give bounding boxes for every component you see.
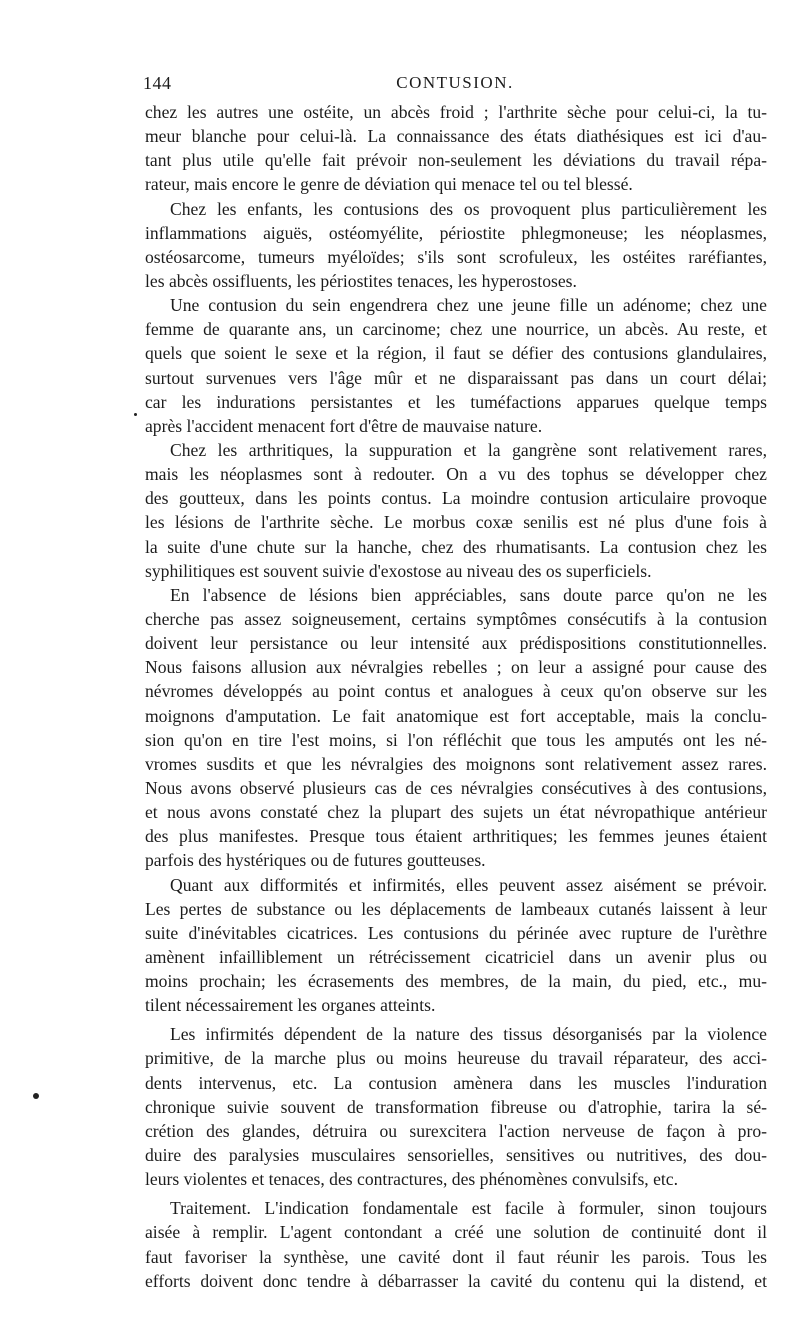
page-number: 144 [143,73,172,93]
text-line: Les infirmités dépendent de la nature des tissus désorganisés par la violence [170,1024,767,1045]
text-line: mais les néoplasmes sont à redouter. On a vu des tophus se développer chez [145,464,767,485]
text-line: ostéosarcome, tumeurs myéloïdes; s'ils sont scrofuleux, les ostéites raréfiantes, [145,246,767,267]
text-line: doivent leur persistance ou leur intensité aux prédispositions constitutionnelles. [145,633,767,654]
text-line: dents intervenus, etc. La contusion amènera dans les muscles l'induration [145,1072,767,1093]
text-line: primitive, de la marche plus ou moins heureuse du travail réparateur, des acci- [145,1048,767,1069]
text-line: vromes susdits et que les névralgies des moignons sont relativement assez rares. [145,753,767,774]
text-line: cherche pas assez soigneusement, certains symptômes consécutifs à la contusion [145,608,767,629]
text-line: quels que soient le sexe et la région, il faut se défier des contusions glandulaires, [145,343,767,364]
text-line: car les indurations persistantes et les tuméfactions apparues quelque temps [145,391,767,412]
margin-mark [33,1093,39,1099]
margin-mark [134,413,137,416]
text-line: Chez les arthritiques, la suppuration et la gangrène sont relativement rares, [170,439,767,460]
text-line: Nous avons observé plusieurs cas de ces névralgies consécutives à des contusions, [145,777,767,798]
text-line: parfois des hystériques ou de futures goutteuses. [145,850,486,871]
running-title: CONTUSION. [396,73,514,92]
text-line: des plus manifestes. Presque tous étaient arthritiques; les femmes jeunes étaient [145,826,767,847]
text-line: efforts doivent donc tendre à débarrasser la cavité du contenu qui la distend, et [145,1270,767,1291]
text-line: tilent nécessairement les organes atteints. [145,995,436,1016]
text-line: moins prochain; les écrasements des membres, de la main, du pied, etc., mu- [145,971,767,992]
text-line: Les pertes de substance ou les déplacements de lambeaux cutanés laissent à leur [145,898,767,919]
text-line: et nous avons constaté chez la plupart des sujets un état névropathique antérieur [145,802,767,823]
text-line: suite d'inévitables cicatrices. Les contusions du périnée avec rupture de l'urèthre [145,922,767,943]
text-line: la suite d'une chute sur la hanche, chez des rhumatisants. La contusion chez les [145,536,767,557]
text-line: Chez les enfants, les contusions des os provoquent plus particulièrement les [170,198,767,219]
text-line: Quant aux difformités et infirmités, elles peuvent assez aisément se prévoir. [170,874,767,895]
text-line: moignons d'amputation. Le fait anatomique est fort acceptable, mais la conclu- [145,705,767,726]
text-line: faut favoriser la synthèse, une cavité dont il faut réunir les parois. Tous les [145,1246,767,1267]
text-line: surtout survenues vers l'âge mûr et ne disparaissant pas dans un court délai; [145,367,767,388]
text-line: après l'accident menacent fort d'être de mauvaise nature. [145,415,543,436]
body-text [145,100,767,1293]
text-line: Nous faisons allusion aux névralgies rebelles ; on leur a assigné pour cause des [145,657,767,678]
text-line: sion qu'on en tire l'est moins, si l'on réfléchit que tous les amputés ont les né- [145,729,767,750]
text-line: aisée à remplir. L'agent contondant a créé une solution de continuité dont il [145,1222,767,1243]
text-line: En l'absence de lésions bien appréciables, sans doute parce qu'on ne les [170,584,767,605]
text-line: meur blanche pour celui-là. La connaissance des états diathésiques est ici d'au- [145,126,767,147]
text-line: duire des paralysies musculaires sensorielles, sensitives ou nutritives, des dou- [145,1145,767,1166]
text-line: inflammations aiguës, ostéomyélite, périostite phlegmoneuse; les néoplasmes, [145,222,767,243]
text-line: chronique suivie souvent de transformation fibreuse ou d'atrophie, tarira la sé- [145,1096,767,1117]
text-line: femme de quarante ans, un carcinome; chez une nourrice, un abcès. Au reste, et [145,319,767,340]
text-line: rateur, mais encore le genre de déviation qui menace tel ou tel blessé. [145,174,633,195]
text-line: Traitement. L'indication fondamentale est facile à formuler, sinon toujours [170,1198,767,1219]
text-line: amènent infailliblement un rétrécissement cicatriciel dans un avenir plus ou [145,946,767,967]
text-line: névromes développés au point contus et analogues à ceux qu'on observe sur les [145,681,767,702]
text-line: des goutteux, dans les points contus. La moindre contusion articulaire provoque [145,488,767,509]
text-line: Une contusion du sein engendrera chez une jeune fille un adénome; chez une [170,295,767,316]
text-line: crétion des glandes, détruira ou surexcitera l'action nerveuse de façon à pro- [145,1120,767,1141]
text-line: chez les autres une ostéite, un abcès froid ; l'arthrite sèche pour celui-ci, la tu- [145,102,767,122]
text-line: tant plus utile qu'elle fait prévoir non-seulement les déviations du travail répa- [145,150,767,171]
running-head [143,73,767,97]
text-line: syphilitiques est souvent suivie d'exostose au niveau des os superficiels. [145,560,652,581]
text-line: leurs violentes et tenaces, des contractures, des phénomènes convulsifs, etc. [145,1169,679,1190]
text-line: les lésions de l'arthrite sèche. Le morbus coxæ senilis est né plus d'une fois à [145,512,767,533]
text-line: les abcès ossifluents, les périostites tenaces, les hyperostoses. [145,270,577,291]
